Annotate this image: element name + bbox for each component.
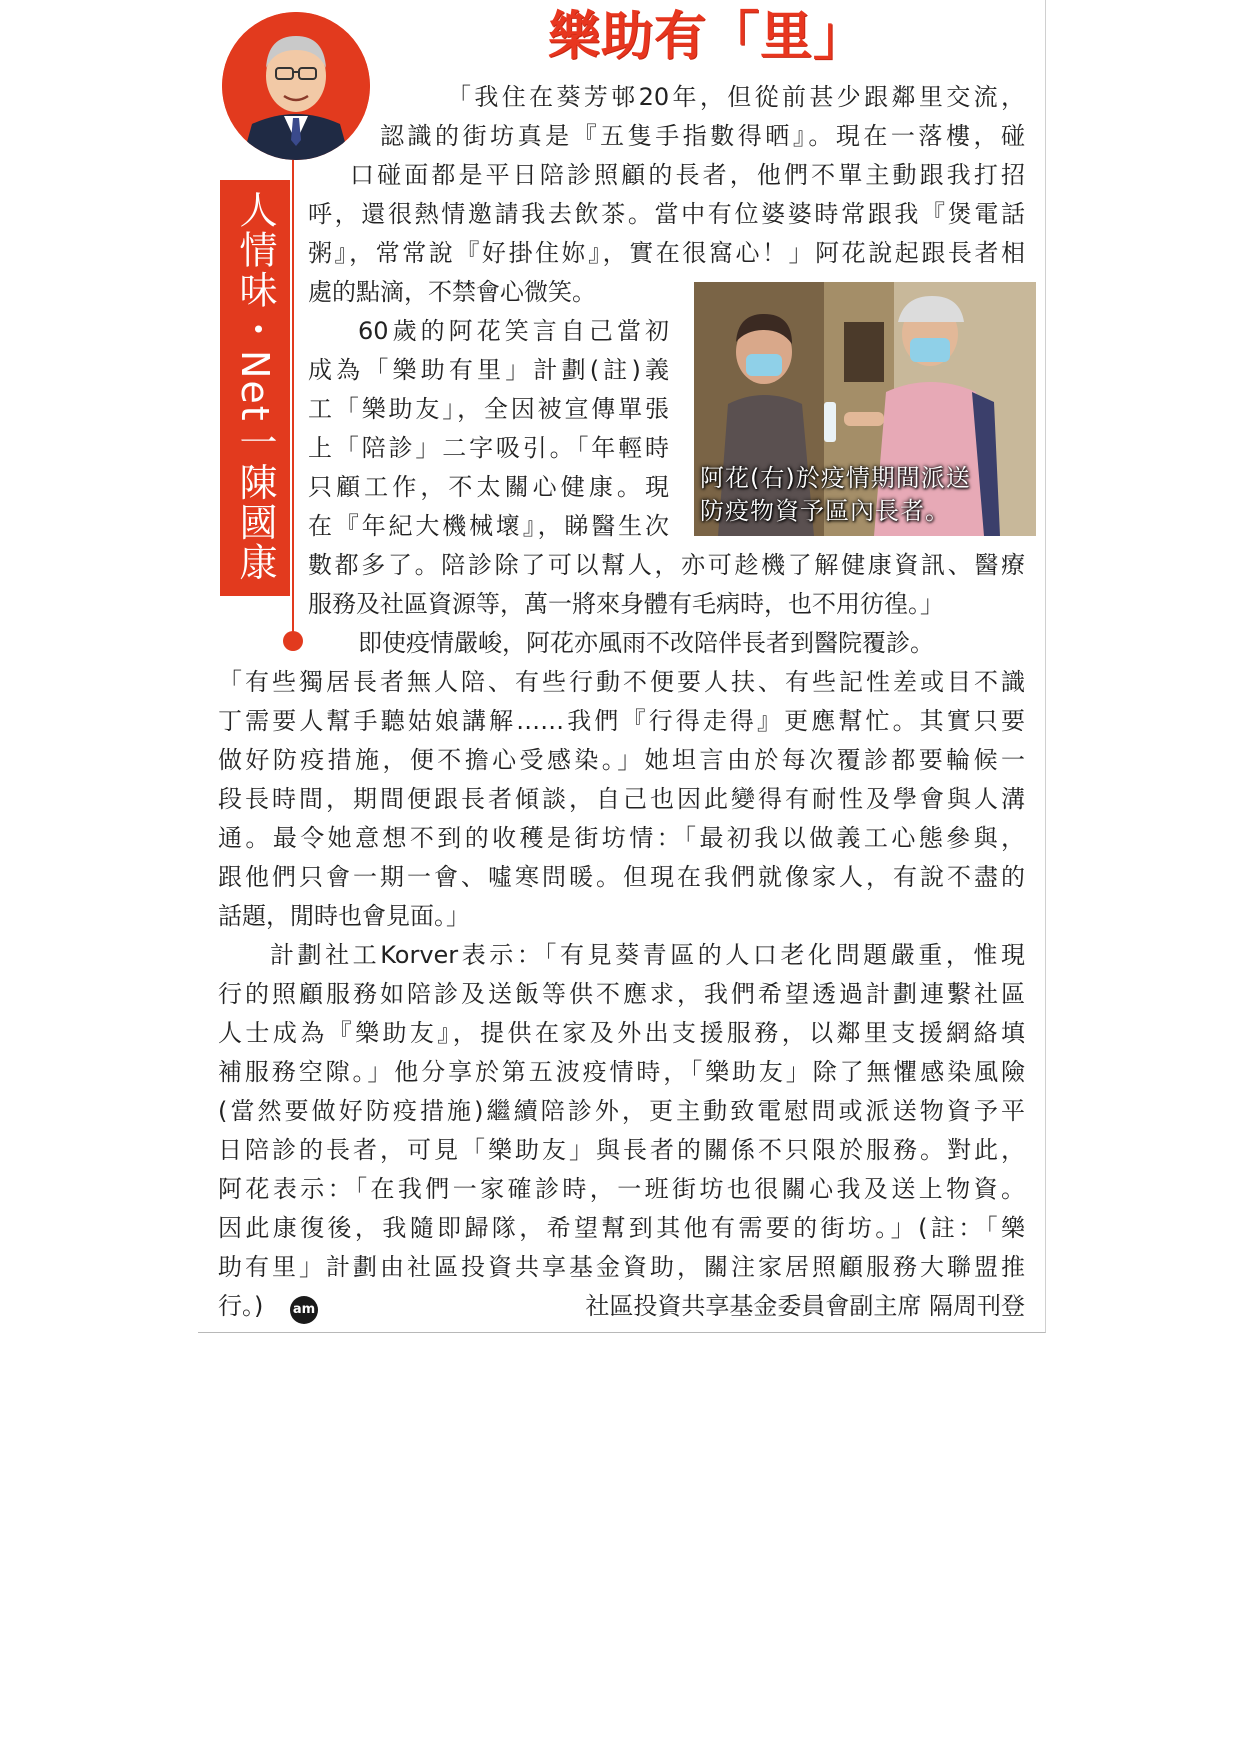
am-logo: am (290, 1296, 318, 1324)
article-line: 「有些獨居長者無人陪、有些行動不便要人扶、有些記性差或目不識 (218, 668, 1025, 696)
article-line: 粥』，常常說『好掛住妳』，實在很窩心！」阿花說起跟長者相 (308, 239, 1025, 267)
article-photo (694, 282, 1036, 536)
article-line: 丁需要人幫手聽姑娘講解……我們『行得走得』更應幫忙。其實只要 (218, 707, 1025, 735)
columnist-illustration (222, 12, 370, 160)
banner-rule (292, 160, 294, 636)
article-line: 因此康復後，我隨即歸隊，希望幫到其他有需要的街坊。」(註：「樂 (218, 1214, 1025, 1242)
article-line: 處的點滴，不禁會心微笑。 (308, 278, 596, 306)
article-line: 補服務空隙。」他分享於第五波疫情時，「樂助友」除了無懼感染風險 (218, 1058, 1025, 1086)
article-line: 人士成為『樂助友』，提供在家及外出支援服務，以鄰里支援網絡填 (218, 1019, 1025, 1047)
article-line: 認識的街坊真是『五隻手指數得晒』。現在一落樓，碰 (380, 122, 1025, 150)
article-line: 只顧工作，不太關心健康。現 (308, 473, 669, 501)
headline: 樂助有「里」 (548, 7, 867, 67)
article-line: 行的照顧服務如陪診及送飯等供不應求，我們希望透過計劃連繫社區 (218, 980, 1025, 1008)
article-line: 60歲的阿花笑言自己當初 (358, 317, 669, 345)
banner-dot (283, 631, 303, 651)
photo-caption (700, 462, 971, 528)
article-line: 話題，閒時也會見面。」 (218, 902, 470, 930)
article-line: 行。) (218, 1292, 264, 1320)
article-line: 通。最令她意想不到的收穫是街坊情：「最初我以做義工心態參與， (218, 824, 1025, 852)
article-line: 呼，還很熱情邀請我去飲茶。當中有位婆婆時常跟我『煲電話 (308, 200, 1025, 228)
article-line: 段長時間，期間便跟長者傾談，自己也因此變得有耐性及學會與人溝 (218, 785, 1025, 813)
byline: 社區投資共享基金委員會副主席 隔周刊登 (585, 1292, 1025, 1320)
article-line: 口碰面都是平日陪診照顧的長者，他們不單主動跟我打招 (350, 161, 1025, 189)
photo-caption-line: 防疫物資予區內長者。 (700, 497, 950, 525)
columnist-portrait (222, 12, 370, 160)
article-line: 在『年紀大機械壞』，睇醫生次 (308, 512, 669, 540)
article-line: (當然要做好防疫措施)繼續陪診外，更主動致電慰問或派送物資予平 (218, 1097, 1025, 1125)
article-line: 跟他們只會一期一會、噓寒問暖。但現在我們就像家人，有說不盡的 (218, 863, 1025, 891)
article-line: 工「樂助友」，全因被宣傳單張 (308, 395, 669, 423)
article-line: 計劃社工Korver表示：「有見葵青區的人口老化問題嚴重，惟現 (270, 941, 1025, 969)
article-line: 阿花表示：「在我們一家確診時，一班街坊也很關心我及送上物資。 (218, 1175, 1025, 1203)
column-name: 人情味・Net一陳國康 (233, 190, 277, 583)
article-line: 「我住在葵芳邨20年，但從前甚少跟鄰里交流， (447, 83, 1025, 111)
article-line: 上「陪診」二字吸引。「年輕時 (308, 434, 669, 462)
article-line: 做好防疫措施，便不擔心受感染。」她坦言由於每次覆診都要輪候一 (218, 746, 1025, 774)
photo-caption-line: 阿花(右)於疫情期間派送 (700, 464, 971, 492)
article-line: 即使疫情嚴峻，阿花亦風雨不改陪伴長者到醫院覆診。 (358, 629, 934, 657)
article-line: 成為「樂助有里」計劃(註)義 (308, 356, 669, 384)
article-line: 數都多了。陪診除了可以幫人，亦可趁機了解健康資訊、醫療 (308, 551, 1025, 579)
article-line: 服務及社區資源等，萬一將來身體有毛病時，也不用彷徨。」 (308, 590, 944, 618)
article-line: 助有里」計劃由社區投資共享基金資助，關注家居照顧服務大聯盟推 (218, 1253, 1025, 1281)
article-line: 日陪診的長者，可見「樂助友」與長者的關係不只限於服務。對此， (218, 1136, 1025, 1164)
